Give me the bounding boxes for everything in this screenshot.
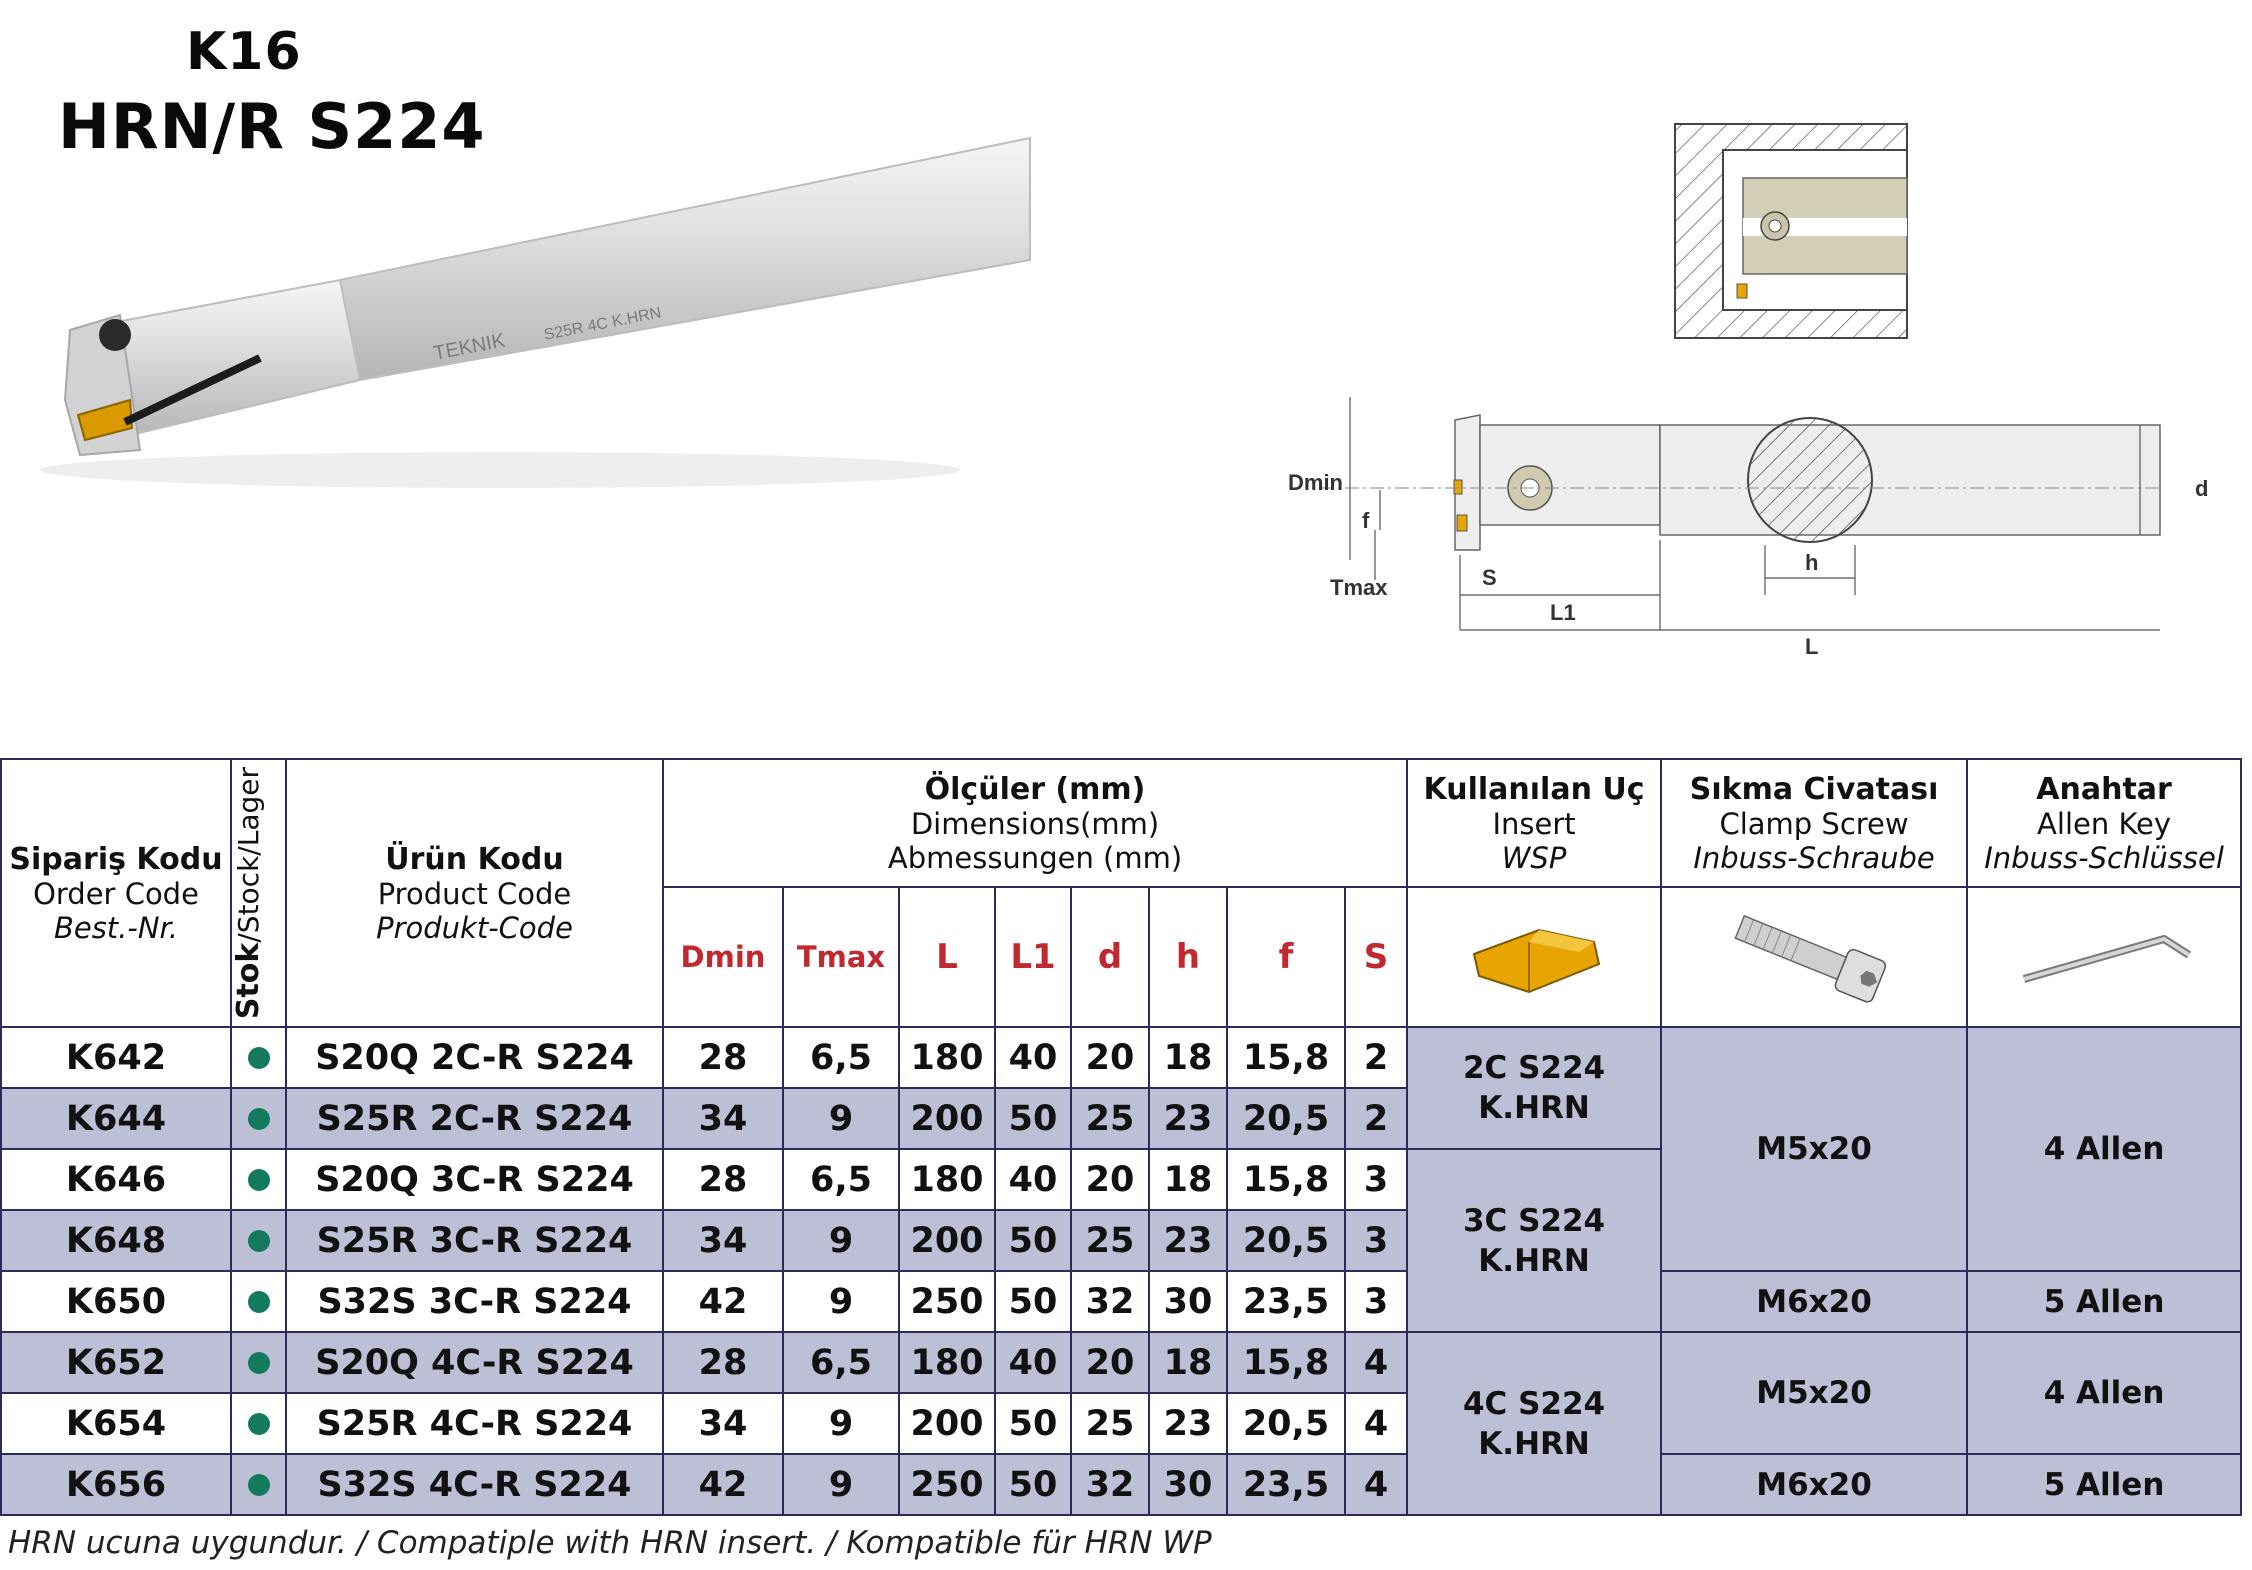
allen-key-icon [2004,917,2204,997]
drawing-top-view [1665,118,1915,348]
col-dmin: Dmin [663,887,783,1027]
dim-value: 4 [1345,1393,1407,1454]
col-h: h [1149,887,1227,1027]
key-cell: 5 Allen [1967,1454,2241,1515]
order-code: K654 [1,1393,231,1454]
dim-value: 50 [995,1210,1071,1271]
spec-table [0,758,2242,1516]
stock-indicator [231,1088,286,1149]
dim-value: 9 [783,1454,899,1515]
col-f: f [1227,887,1345,1027]
dim-value: 200 [899,1210,995,1271]
product-code: S32S 3C-R S224 [286,1271,663,1332]
insert-image [1407,887,1661,1027]
screw-cell: M6x20 [1661,1271,1967,1332]
screw-cell: M6x20 [1661,1454,1967,1515]
drawing-main-view [1260,380,2209,700]
dim-value: 28 [663,1027,783,1088]
in-stock-dot-icon [248,1352,270,1374]
dim-value: 6,5 [783,1027,899,1088]
dim-label-d: d [2195,476,2209,501]
dim-value: 23 [1149,1088,1227,1149]
dim-value: 15,8 [1227,1027,1345,1088]
tool-photo [20,110,1020,520]
dim-value: 23 [1149,1393,1227,1454]
photo-brand: TEKNIK [431,329,507,365]
dim-value: 34 [663,1393,783,1454]
product-code-header: Ürün Kodu Product Code Produkt-Code [286,759,663,1027]
dim-value: 180 [899,1027,995,1088]
table-row [1,1271,2241,1332]
dim-value: 32 [1071,1454,1149,1515]
in-stock-dot-icon [248,1108,270,1130]
dim-value: 20 [1071,1332,1149,1393]
dim-value: 25 [1071,1393,1149,1454]
dim-label-l: L [1805,634,1819,659]
insert-icon [1459,912,1609,1002]
footnote: HRN ucuna uygundur. / Compatiple with HRN insert. / Kompatible für HRN WP [8,1525,1212,1561]
screw-header: Sıkma Civatası Clamp Screw Inbuss-Schraube [1661,759,1967,887]
dim-value: 18 [1149,1149,1227,1210]
stock-indicator [231,1271,286,1332]
order-code: K652 [1,1332,231,1393]
dim-value: 15,8 [1227,1149,1345,1210]
dim-value: 34 [663,1088,783,1149]
product-code: S20Q 2C-R S224 [286,1027,663,1088]
in-stock-dot-icon [248,1291,270,1313]
product-code: S32S 4C-R S224 [286,1454,663,1515]
dim-value: 23,5 [1227,1271,1345,1332]
screw-cell: M5x20 [1661,1027,1967,1271]
dim-value: 40 [995,1332,1071,1393]
series-code: K16 [186,22,302,82]
insert-cell: 4C S224 K.HRN [1407,1332,1661,1515]
dim-value: 4 [1345,1332,1407,1393]
dim-label-dmin: Dmin [1288,470,1343,495]
dim-value: 200 [899,1393,995,1454]
col-d: d [1071,887,1149,1027]
dim-value: 6,5 [783,1332,899,1393]
dim-value: 180 [899,1332,995,1393]
dim-value: 20,5 [1227,1088,1345,1149]
dimensions-header: Ölçüler (mm) Dimensions(mm) Abmessungen (mm) [663,759,1407,887]
dim-value: 18 [1149,1332,1227,1393]
in-stock-dot-icon [248,1047,270,1069]
dim-value: 250 [899,1454,995,1515]
stock-indicator [231,1149,286,1210]
dim-value: 9 [783,1271,899,1332]
screw-cell: M5x20 [1661,1332,1967,1454]
dim-value: 9 [783,1393,899,1454]
dim-label-s: S [1482,565,1497,590]
photo-engraving: S25R 4C K.HRN [542,304,663,344]
dim-label-f: f [1362,508,1370,533]
order-code: K642 [1,1027,231,1088]
in-stock-dot-icon [248,1413,270,1435]
stock-indicator [231,1210,286,1271]
order-code: K656 [1,1454,231,1515]
dim-value: 50 [995,1393,1071,1454]
dim-value: 180 [899,1149,995,1210]
insert-header: Kullanılan Uç Insert WSP [1407,759,1661,887]
dim-value: 2 [1345,1088,1407,1149]
col-l1: L1 [995,887,1071,1027]
dim-value: 18 [1149,1027,1227,1088]
dim-value: 20,5 [1227,1210,1345,1271]
dim-value: 20,5 [1227,1393,1345,1454]
insert-cell: 3C S224 K.HRN [1407,1149,1661,1332]
in-stock-dot-icon [248,1230,270,1252]
dim-value: 30 [1149,1454,1227,1515]
product-code: S20Q 4C-R S224 [286,1332,663,1393]
dim-value: 32 [1071,1271,1149,1332]
dim-value: 3 [1345,1149,1407,1210]
dim-value: 3 [1345,1271,1407,1332]
key-cell: 5 Allen [1967,1271,2241,1332]
dim-value: 50 [995,1271,1071,1332]
in-stock-dot-icon [248,1474,270,1496]
dim-value: 42 [663,1271,783,1332]
order-code: K650 [1,1271,231,1332]
stock-indicator [231,1027,286,1088]
screw-image [1661,887,1967,1027]
dim-value: 40 [995,1149,1071,1210]
dim-value: 23 [1149,1210,1227,1271]
col-s: S [1345,887,1407,1027]
dim-value: 250 [899,1271,995,1332]
stock-indicator [231,1454,286,1515]
order-code-header: Sipariş Kodu Order Code Best.-Nr. [1,759,231,1027]
stock-indicator [231,1332,286,1393]
header-row-1 [1,759,2241,887]
table-row [1,1454,2241,1515]
dim-value: 9 [783,1210,899,1271]
dim-label-h: h [1805,550,1819,575]
dim-value: 30 [1149,1271,1227,1332]
dim-value: 2 [1345,1027,1407,1088]
key-header: Anahtar Allen Key Inbuss-Schlüssel [1967,759,2241,887]
dim-value: 42 [663,1454,783,1515]
key-cell: 4 Allen [1967,1332,2241,1454]
dim-value: 25 [1071,1088,1149,1149]
dim-label-tmax: Tmax [1330,575,1388,600]
dim-value: 34 [663,1210,783,1271]
key-image [1967,887,2241,1027]
product-title: HRN/R S224 [58,90,486,163]
product-code: S20Q 3C-R S224 [286,1149,663,1210]
order-code: K648 [1,1210,231,1271]
key-cell: 4 Allen [1967,1027,2241,1271]
screw-icon [1714,907,1914,1007]
order-code: K646 [1,1149,231,1210]
product-code: S25R 4C-R S224 [286,1393,663,1454]
dim-value: 40 [995,1027,1071,1088]
table-row [1,1332,2241,1393]
col-l: L [899,887,995,1027]
dim-value: 50 [995,1088,1071,1149]
dim-label-l1: L1 [1550,600,1576,625]
dim-value: 200 [899,1088,995,1149]
dim-value: 6,5 [783,1149,899,1210]
in-stock-dot-icon [248,1169,270,1191]
dim-value: 15,8 [1227,1332,1345,1393]
stock-header: Stok/Stock/Lager [231,759,286,1027]
dim-value: 50 [995,1454,1071,1515]
stock-indicator [231,1393,286,1454]
col-tmax: Tmax [783,887,899,1027]
dim-value: 3 [1345,1210,1407,1271]
dim-value: 9 [783,1088,899,1149]
order-code: K644 [1,1088,231,1149]
dim-value: 28 [663,1149,783,1210]
insert-cell: 2C S224 K.HRN [1407,1027,1661,1149]
product-code: S25R 2C-R S224 [286,1088,663,1149]
dim-value: 4 [1345,1454,1407,1515]
dim-value: 20 [1071,1027,1149,1088]
product-code: S25R 3C-R S224 [286,1210,663,1271]
dim-value: 23,5 [1227,1454,1345,1515]
dim-value: 28 [663,1332,783,1393]
dim-value: 20 [1071,1149,1149,1210]
dim-value: 25 [1071,1210,1149,1271]
table-row [1,1027,2241,1088]
